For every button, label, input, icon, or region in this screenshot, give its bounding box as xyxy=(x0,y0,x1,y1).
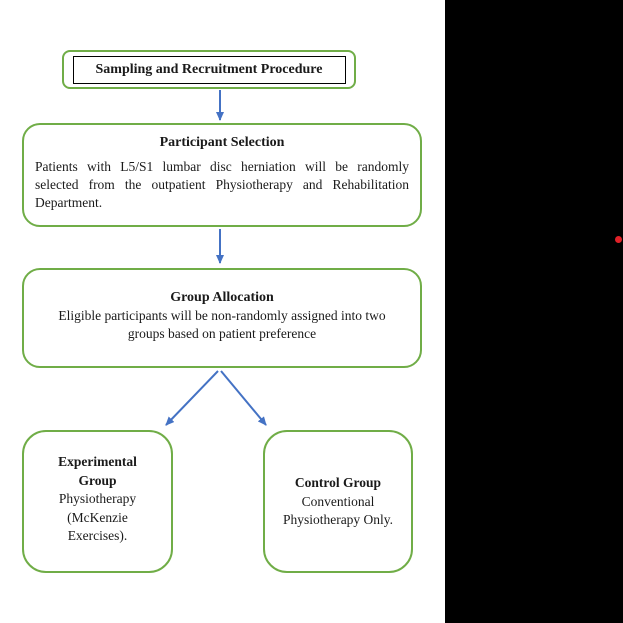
body-line: (McKenzie xyxy=(67,509,128,525)
black-side-panel xyxy=(445,0,623,623)
participant-selection-heading: Participant Selection xyxy=(159,135,285,150)
body-line: Department. xyxy=(35,195,103,210)
group-allocation-heading: Group Allocation xyxy=(170,290,274,305)
control-group-heading: Control Group xyxy=(294,475,382,490)
title-box xyxy=(62,50,356,89)
participant-selection-body xyxy=(35,158,409,212)
group-allocation-box xyxy=(22,268,422,368)
experimental-group-heading: Group xyxy=(78,472,117,488)
experimental-group-box xyxy=(22,430,173,573)
participant-selection-box xyxy=(22,123,422,227)
body-line: groups based on patient preference xyxy=(127,326,317,341)
body-line: Physiotherapy xyxy=(58,491,137,506)
body-line: Exercises). xyxy=(67,528,128,543)
body-line: selected from the outpatient Physiotherapy and Rehabilitation xyxy=(35,177,409,192)
title-box-label: Sampling and Recruitment Procedure xyxy=(95,61,323,77)
control-group-box xyxy=(263,430,413,573)
body-line: Conventional xyxy=(301,493,375,509)
arrow-allocation-to-control xyxy=(221,371,266,425)
title-box-inner-border xyxy=(73,56,346,84)
body-line: Physiotherapy Only. xyxy=(282,512,394,527)
arrow-allocation-to-experimental xyxy=(166,371,218,425)
body-line: Eligible participants will be non-randomly assigned into two xyxy=(58,308,386,323)
red-dot-marker xyxy=(615,236,622,243)
body-line: Patients with L5/S1 lumbar disc herniation will be randomly xyxy=(35,159,409,174)
group-allocation-body xyxy=(35,307,409,343)
experimental-group-heading: Experimental xyxy=(58,454,137,469)
